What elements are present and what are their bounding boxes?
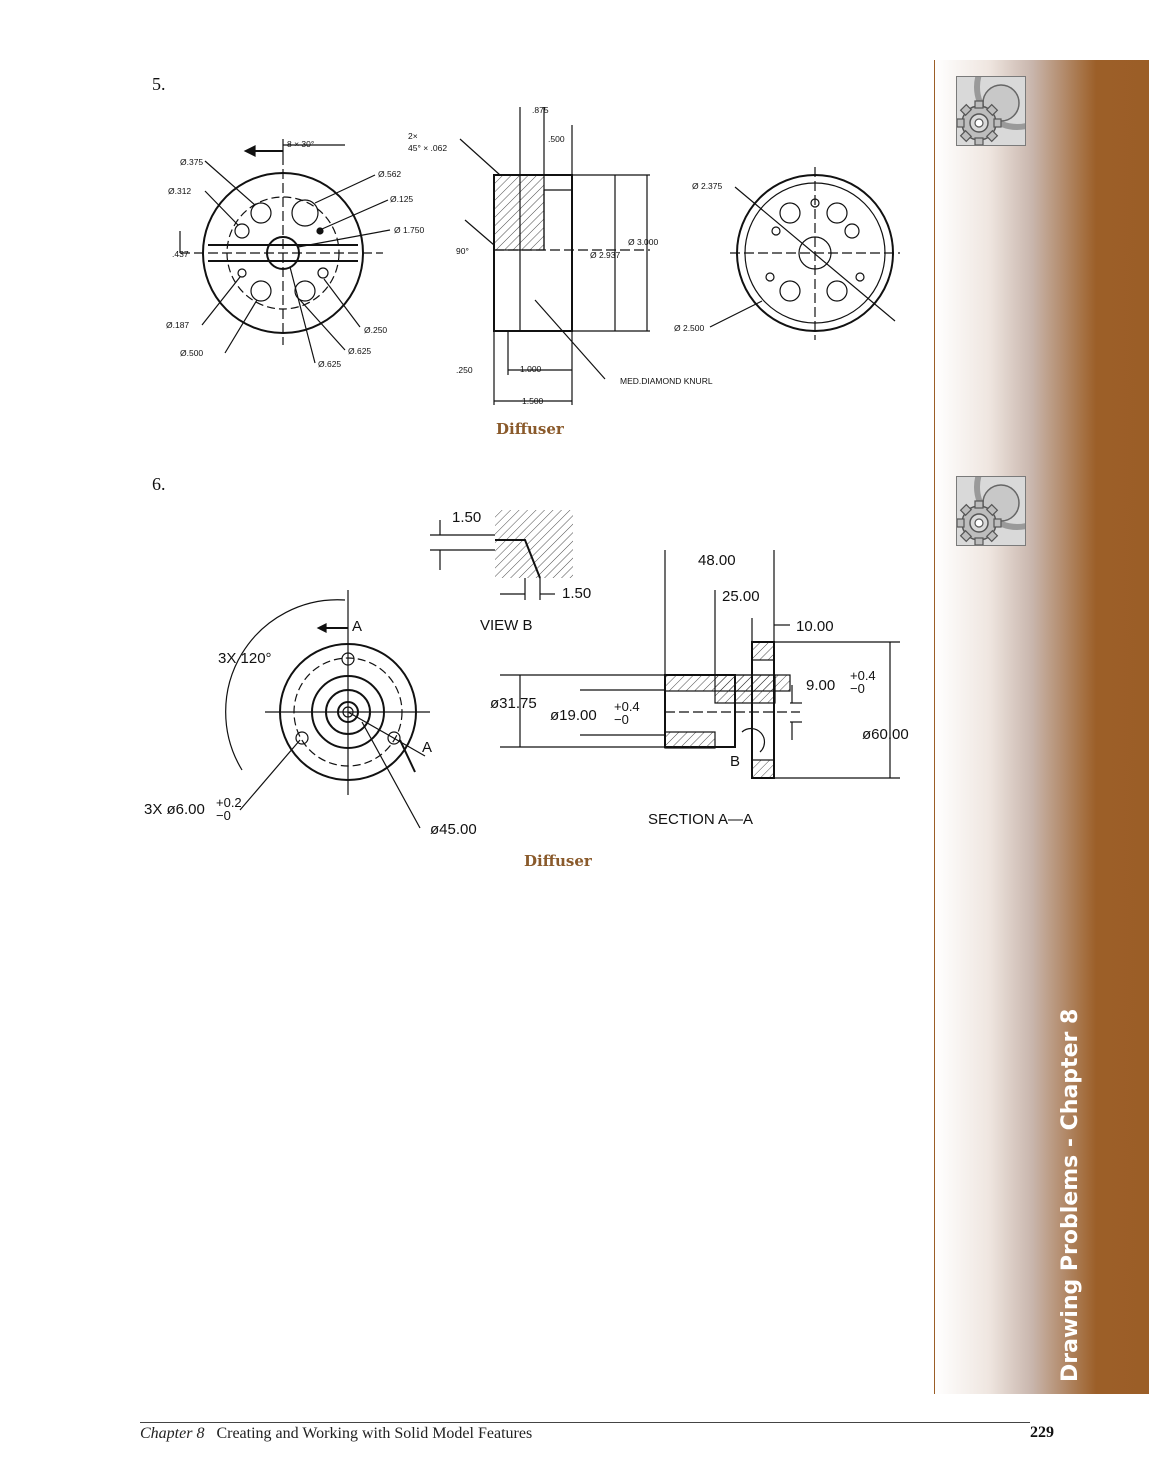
dim-label: ø31.75 xyxy=(490,695,537,712)
section-title: SECTION A—A xyxy=(648,811,754,828)
page-number: 229 xyxy=(1030,1424,1054,1441)
section-marker: A xyxy=(352,618,363,635)
dim-label: .437 xyxy=(172,249,189,259)
dim-label: Ø 2.937 xyxy=(590,250,621,260)
dim-label: ø19.00 xyxy=(550,707,597,724)
tolerance-label: −0 xyxy=(614,712,629,727)
dim-label: .875 xyxy=(532,105,549,115)
view-label: VIEW B xyxy=(480,617,533,634)
section-marker: A xyxy=(422,739,433,756)
dim-label: ø60.00 xyxy=(862,726,909,743)
dim-label: 10.00 xyxy=(796,618,834,635)
dim-label: Ø.250 xyxy=(364,325,388,335)
footer-chapter xyxy=(140,1425,532,1443)
footer-chapter-label: Chapter 8 xyxy=(140,1425,205,1442)
problem-number: 6. xyxy=(152,474,166,494)
footer-divider xyxy=(140,1422,1030,1423)
gear-icon xyxy=(956,476,1026,546)
bolt-angle-label: 8 × 30° xyxy=(287,139,315,149)
diffuser-drawing-6 xyxy=(130,500,930,840)
tolerance-label: +0.4 xyxy=(614,699,640,714)
dim-label: Ø 2.500 xyxy=(674,323,705,333)
dim-label: Ø.625 xyxy=(318,359,342,369)
figure-caption: Diffuser xyxy=(524,852,592,870)
dim-label: 25.00 xyxy=(722,588,760,605)
figure-caption: Diffuser xyxy=(496,420,564,438)
dim-label: Ø.312 xyxy=(168,186,192,196)
dim-label: .250 xyxy=(456,365,473,375)
dim-label: 1.000 xyxy=(520,364,542,374)
dim-label: .500 xyxy=(548,134,565,144)
tolerance-label: −0 xyxy=(216,808,231,823)
dim-label: 45° × .062 xyxy=(408,143,448,153)
dim-label: 9.00 xyxy=(806,677,836,694)
dim-label: 2× xyxy=(408,131,418,141)
dim-label: ø45.00 xyxy=(430,821,477,838)
dim-label: Ø.500 xyxy=(180,348,204,358)
dim-label: 1.500 xyxy=(522,396,544,406)
dim-label: Ø.625 xyxy=(348,346,372,356)
footer-chapter-title: Creating and Working with Solid Model Features xyxy=(216,1425,533,1442)
dim-label: Ø.125 xyxy=(390,194,414,204)
problem-number: 5. xyxy=(152,74,166,94)
dim-label: Ø.562 xyxy=(378,169,402,179)
tolerance-label: +0.2 xyxy=(216,795,242,810)
dim-label: MED.DIAMOND KNURL xyxy=(620,376,713,386)
dim-label: 48.00 xyxy=(698,552,736,569)
dim-label: 90° xyxy=(456,246,469,256)
sidebar-title: Drawing Problems - Chapter 8 xyxy=(1058,1008,1083,1382)
dim-label: Ø 1.750 xyxy=(394,225,425,235)
dim-label: Ø 2.375 xyxy=(692,181,723,191)
dim-label: 3X 120° xyxy=(218,650,272,667)
diffuser-drawing-5 xyxy=(150,95,930,425)
dim-label: 1.50 xyxy=(562,585,592,602)
dim-label: 1.50 xyxy=(452,509,482,526)
tolerance-label: +0.4 xyxy=(850,668,876,683)
dim-label: Ø.187 xyxy=(166,320,190,330)
dim-label: Ø.375 xyxy=(180,157,204,167)
gear-icon xyxy=(956,76,1026,146)
tolerance-label: −0 xyxy=(850,681,865,696)
dim-label: Ø 3.000 xyxy=(628,237,659,247)
detail-marker: B xyxy=(730,753,741,770)
chapter-side-band xyxy=(934,60,1149,1394)
dim-label: 3X ø6.00 xyxy=(144,801,205,818)
